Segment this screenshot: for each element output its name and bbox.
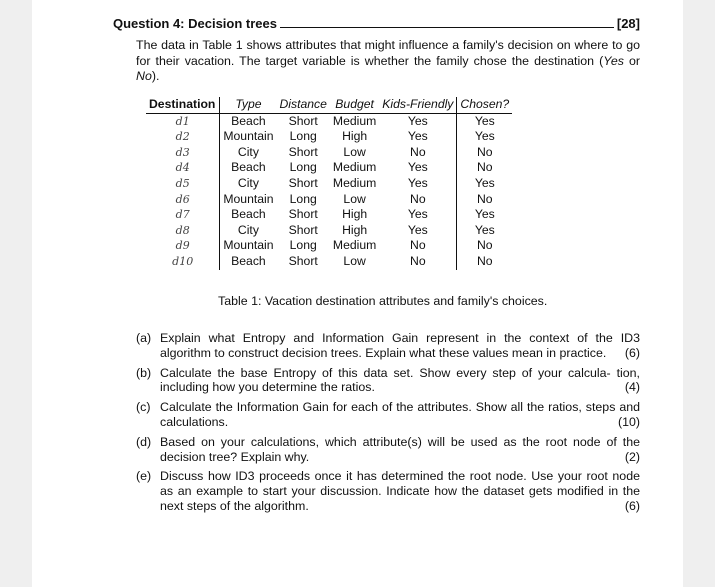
subquestion-text: Calculate the Information Gain for each of the attributes. Show all the ratios, steps and calculations.	[160, 400, 640, 429]
cell-destination: d1	[146, 113, 220, 129]
subquestion-text-block	[160, 469, 640, 513]
cell-kids-friendly: No	[379, 238, 457, 254]
cell-kids-friendly: Yes	[379, 129, 457, 145]
cell-kids-friendly: No	[379, 145, 457, 161]
header-chosen: Chosen?	[457, 97, 512, 113]
cell-type: Beach	[231, 113, 266, 128]
cell-distance: Short	[288, 113, 318, 128]
cell-kids-friendly: Yes	[379, 223, 457, 239]
cell-destination: d8	[146, 223, 220, 239]
subquestion-text: Based on your calculations, which attribute(s) will be used as the root node of the decision tree? Explain why.	[160, 434, 640, 464]
cell-budget: Low	[343, 253, 366, 268]
table-row	[146, 113, 512, 129]
header-distance: Distance	[277, 97, 330, 113]
cell-kids-friendly: Yes	[379, 113, 457, 129]
vacation-table	[146, 97, 512, 270]
subquestion-text: Explain what Entropy and Information Gain represent in the context of the ID3 algorithm to construct decision trees. Explain what these values mean in practice.	[160, 331, 640, 360]
subquestion-item	[136, 435, 640, 465]
subquestion-label: (b)	[136, 365, 152, 380]
subquestion-text: Discuss how ID3 proceeds once it has determined the root node. Use your root node as an example to start your discussion. Indicate how the dataset gets modified in the next steps of the algorithm.	[160, 469, 640, 513]
cell-budget: Low	[343, 144, 366, 159]
cell-type: Beach	[231, 253, 266, 268]
question-title: Question 4: Decision trees	[113, 16, 277, 31]
cell-chosen: Yes	[474, 207, 495, 222]
subquestion-label: (e)	[136, 469, 152, 484]
subquestion-label: (d)	[136, 434, 152, 449]
subquestion-text: Calculate the base Entropy of this data set. Show every step of your calcula- tion, including how you determine the ratios.	[160, 365, 640, 395]
table-body	[146, 113, 512, 269]
question-marks: [28]	[616, 16, 640, 31]
table-row	[146, 176, 512, 192]
header-rule	[280, 27, 614, 28]
header-kids-friendly: Kids-Friendly	[379, 97, 457, 113]
subquestion-marks: (6)	[624, 345, 640, 360]
cell-type: Beach	[231, 207, 266, 222]
table-row	[146, 238, 512, 254]
cell-type: Mountain	[223, 238, 274, 253]
cell-chosen: No	[477, 160, 493, 175]
cell-budget: High	[342, 129, 368, 144]
cell-kids-friendly: No	[379, 192, 457, 208]
cell-destination: d3	[146, 145, 220, 161]
cell-chosen: Yes	[474, 175, 495, 190]
cell-distance: Long	[289, 191, 317, 206]
cell-destination: d5	[146, 176, 220, 192]
subquestion-marks: (2)	[624, 449, 640, 464]
cell-chosen: No	[477, 238, 493, 253]
cell-destination: d4	[146, 160, 220, 176]
cell-chosen: Yes	[474, 129, 495, 144]
cell-distance: Long	[289, 129, 317, 144]
subquestion-label: (a)	[136, 331, 152, 345]
cell-distance: Short	[288, 144, 318, 159]
document-page	[32, 0, 683, 587]
cell-distance: Short	[288, 253, 318, 268]
table-row	[146, 192, 512, 208]
header-destination: Destination	[146, 97, 220, 113]
cell-type: Beach	[231, 160, 266, 175]
subquestion-item	[136, 400, 640, 430]
cell-budget: Medium	[332, 175, 377, 190]
table-caption: Table 1: Vacation destination attributes and family's choices.	[218, 294, 548, 308]
table-header-row	[146, 97, 512, 113]
cell-type: City	[237, 144, 259, 159]
header-type: Type	[220, 97, 277, 113]
subquestion-text-block	[160, 435, 640, 465]
cell-chosen: Yes	[474, 222, 495, 237]
cell-chosen: No	[477, 144, 493, 159]
cell-type: City	[237, 222, 259, 237]
cell-budget: Medium	[332, 160, 377, 175]
subquestion-text-block	[160, 331, 640, 361]
cell-chosen: No	[477, 253, 493, 268]
intro-text: The data in Table 1 shows attributes that might influence a family's decision on where to go for their vacation. The target variable is whether the family chose the destination (	[136, 38, 640, 68]
cell-kids-friendly: Yes	[379, 207, 457, 223]
subquestion-item	[136, 469, 640, 513]
cell-distance: Long	[289, 238, 317, 253]
cell-distance: Short	[288, 175, 318, 190]
table-row	[146, 207, 512, 223]
subquestion-list	[136, 331, 640, 519]
subquestion-marks: (10)	[617, 414, 640, 429]
subquestion-marks: (4)	[624, 380, 640, 395]
intro-paragraph	[136, 38, 640, 85]
cell-budget: High	[342, 222, 368, 237]
cell-kids-friendly: Yes	[379, 176, 457, 192]
table-row	[146, 223, 512, 239]
subquestion-item	[136, 331, 640, 361]
subquestion-text-block	[160, 400, 640, 430]
question-header	[113, 13, 640, 31]
subquestion-marks: (6)	[624, 498, 640, 513]
table-row	[146, 129, 512, 145]
cell-destination: d10	[146, 254, 220, 270]
cell-chosen: Yes	[474, 113, 495, 128]
intro-yes: Yes	[603, 53, 624, 68]
subquestion-label: (c)	[136, 400, 151, 415]
cell-destination: d2	[146, 129, 220, 145]
cell-distance: Short	[288, 207, 318, 222]
cell-distance: Short	[288, 222, 318, 237]
cell-budget: Low	[343, 191, 366, 206]
table-row	[146, 254, 512, 270]
cell-destination: d6	[146, 192, 220, 208]
subquestion-text-block	[160, 366, 640, 396]
cell-budget: High	[342, 207, 368, 222]
cell-destination: d7	[146, 207, 220, 223]
cell-type: City	[237, 175, 259, 190]
cell-kids-friendly: Yes	[379, 160, 457, 176]
cell-destination: d9	[146, 238, 220, 254]
table-row	[146, 160, 512, 176]
intro-no: No	[136, 69, 152, 84]
cell-kids-friendly: No	[379, 254, 457, 270]
intro-end: ).	[151, 69, 160, 84]
subquestion-item	[136, 366, 640, 396]
cell-type: Mountain	[223, 191, 274, 206]
table-row	[146, 145, 512, 161]
intro-or: or	[623, 53, 640, 68]
cell-chosen: No	[477, 191, 493, 206]
cell-budget: Medium	[332, 238, 377, 253]
cell-budget: Medium	[332, 113, 377, 128]
cell-distance: Long	[289, 160, 317, 175]
cell-type: Mountain	[223, 129, 274, 144]
header-budget: Budget	[330, 97, 379, 113]
